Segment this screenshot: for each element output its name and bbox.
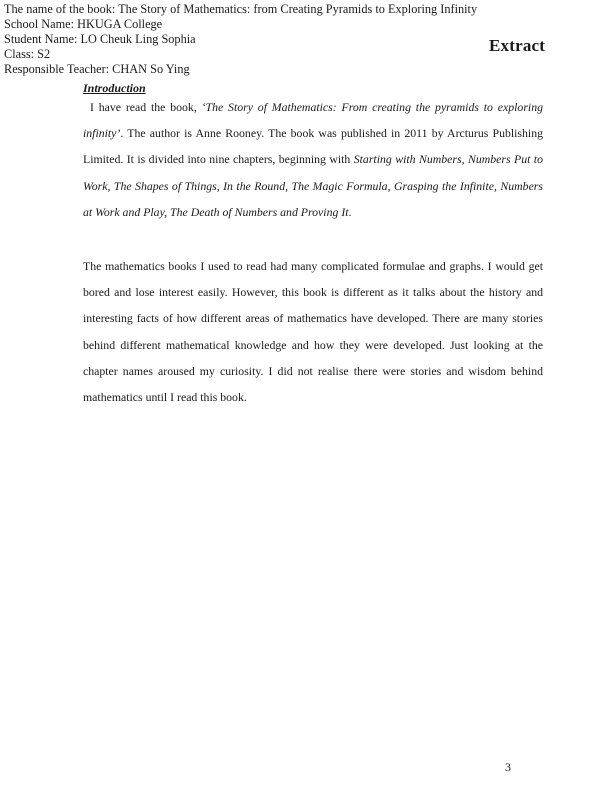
- p1-text-a: I have read the book,: [90, 100, 202, 114]
- p1-text-c: . The author is Anne Rooney. The book was published in 2011 by Arcturus Publishing Limited. It is divided into nine chapters, beginning with: [83, 126, 543, 167]
- section-title: Introduction: [83, 81, 146, 95]
- chapter-list-italic: Starting with Numbers, Numbers Put to Work, The Shapes of Things, In the Round, The Magic Formula, Grasping the Infinite, Numbers at Work and Play, The Death of Numbers and Proving It: [83, 152, 543, 219]
- paragraph-introduction: [83, 94, 543, 225]
- paragraph-reflection: The mathematics books I used to read had many complicated formulae and graphs. I would get bored and lose interest easily. However, this book is different as it talks about the history and interesting facts of how different areas of mathematics have developed. There are many stories behind different mathematical knowledge and how they were developed. Just looking at the chapter names aroused my curiosity. I did not realise there were stories and wisdom behind mathematics until I read this book.: [83, 259, 543, 405]
- school-name-line: School Name: HKUGA College: [4, 17, 163, 31]
- book-title-italic: ‘The Story of Mathematics: From creating the pyramids to exploring infinity’: [83, 100, 543, 141]
- student-name-line: Student Name: LO Cheuk Ling Sophia: [4, 32, 196, 46]
- page-number: 3: [505, 760, 511, 774]
- p1-text-e: .: [348, 204, 352, 219]
- teacher-line: Responsible Teacher: CHAN So Ying: [4, 62, 190, 76]
- header-info: [4, 2, 477, 77]
- book-name-line: The name of the book: The Story of Mathematics: from Creating Pyramids to Exploring Infinity: [4, 2, 478, 16]
- class-line: Class: S2: [4, 47, 51, 61]
- extract-label: Extract: [489, 36, 546, 55]
